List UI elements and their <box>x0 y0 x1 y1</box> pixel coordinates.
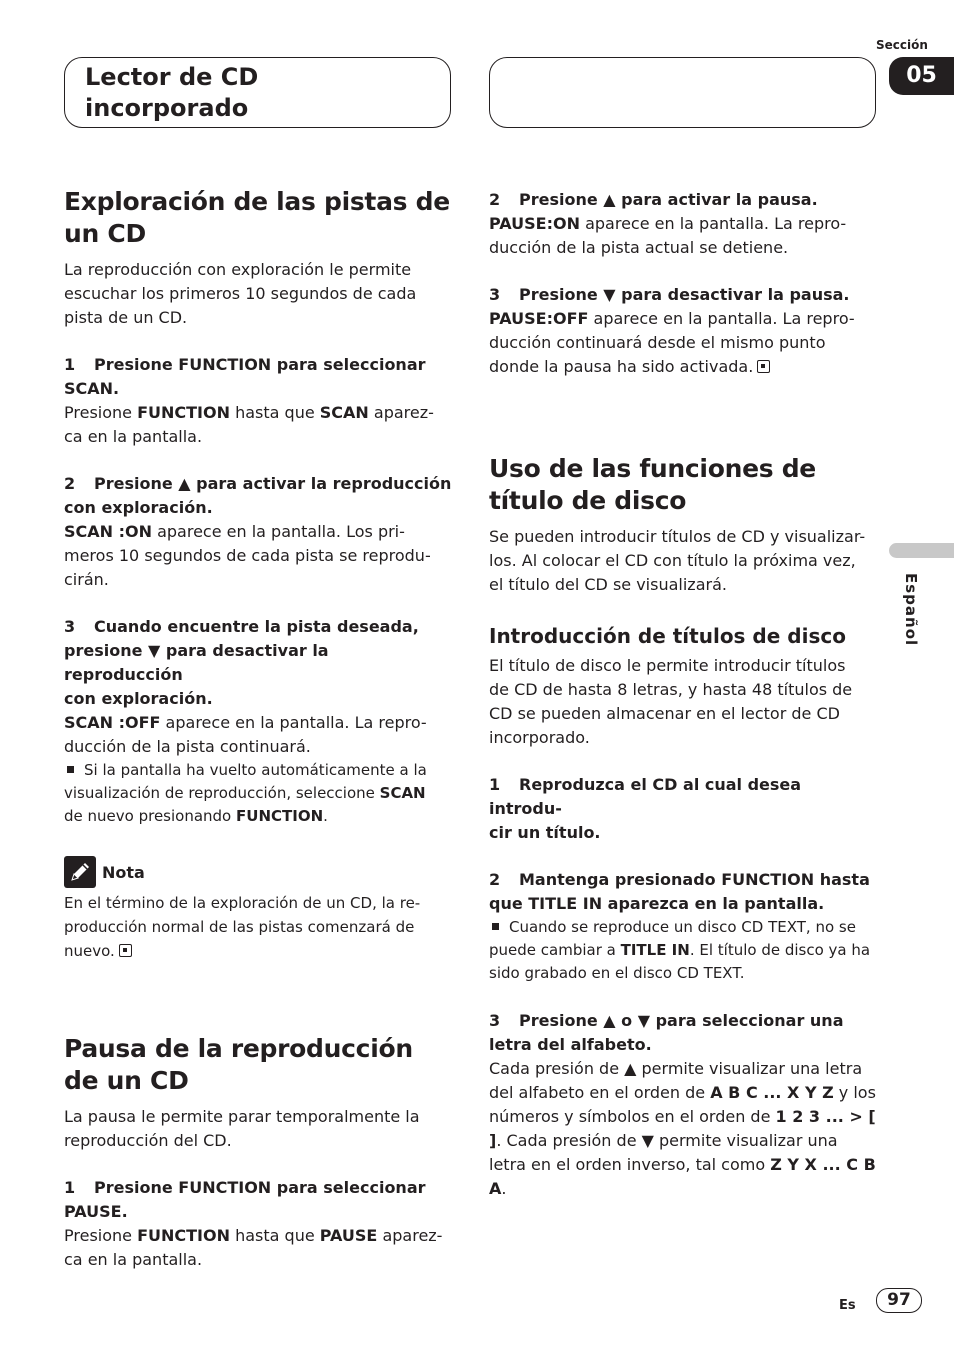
title-bullet <box>489 916 877 985</box>
body-keyword: A B C ... X Y Z <box>710 1083 834 1102</box>
body-text: Cada presión de ▲ permite visualizar una letra <box>489 1059 863 1078</box>
step-number: 2 <box>489 870 501 889</box>
pause-intro-line: La pausa le permite parar temporalmente la <box>64 1107 420 1126</box>
end-mark-icon <box>119 944 132 957</box>
intro-line: los. Al colocar el CD con título la próxima vez, <box>489 551 856 570</box>
pause-intro <box>64 1105 452 1153</box>
step-number: 3 <box>64 617 76 636</box>
body-text: ca en la pantalla. <box>64 1250 203 1269</box>
title-step-3 <box>489 1009 877 1057</box>
pause-step-2-body <box>489 212 877 260</box>
bullet-text: visualización de reproducción, seleccione <box>64 784 380 802</box>
bullet-text: Cuando se reproduce un disco CD TEXT, no se <box>509 918 856 936</box>
section-label: Sección <box>876 38 928 52</box>
language-tab-label: Español <box>902 573 920 647</box>
body-keyword: FUNCTION <box>137 403 230 422</box>
pause-section-title <box>64 1033 452 1097</box>
section-header-title <box>85 62 258 124</box>
pause-step-3 <box>489 283 877 307</box>
language-tab-bar <box>889 543 954 558</box>
scan-step-2 <box>64 472 452 520</box>
intro-line: incorporado. <box>489 728 590 747</box>
scan-intro-line: pista de un CD. <box>64 308 188 327</box>
step-text: Reproduzca el CD al cual desea introdu- <box>489 775 802 818</box>
body-text: letra en el orden inverso, tal como <box>489 1155 771 1174</box>
header-title-line2: incorporado <box>85 94 249 122</box>
body-text: aparece en la pantalla. La repro- <box>588 309 855 328</box>
scan-section-title <box>64 186 452 250</box>
step-number: 1 <box>489 775 501 794</box>
title-functions-intro <box>489 525 877 597</box>
body-text: Presione <box>64 1226 138 1245</box>
bullet-text: . El título de disco ya ha <box>689 941 871 959</box>
scan-step-1 <box>64 353 452 401</box>
section-number-badge: 05 <box>889 57 954 95</box>
body-keyword: Z Y X ... C B <box>770 1155 876 1174</box>
step-text: Presione ▲ o ▼ para seleccionar una <box>519 1011 844 1030</box>
pause-step-3-body <box>489 307 877 379</box>
scan-title-line2: un CD <box>64 219 146 248</box>
step-number: 2 <box>64 474 76 493</box>
body-text: ducción de la pista continuará. <box>64 737 311 756</box>
disc-title-input-subtitle: Introducción de títulos de disco <box>489 624 846 648</box>
left-column <box>64 186 452 1272</box>
body-text: ducción continuará desde el mismo punto <box>489 333 826 352</box>
step-text: PAUSE. <box>64 1202 128 1221</box>
body-text: números y símbolos en el orden de <box>489 1107 776 1126</box>
body-text: aparez- <box>377 1226 443 1245</box>
body-keyword: SCAN <box>319 403 369 422</box>
title-step-1 <box>489 773 877 845</box>
step-text: con exploración. <box>64 498 213 517</box>
body-keyword: PAUSE <box>319 1226 378 1245</box>
pause-step-2 <box>489 188 877 212</box>
note-header <box>64 856 452 888</box>
step-number: 1 <box>64 1178 76 1197</box>
end-mark-icon <box>757 360 770 373</box>
page-number: 97 <box>876 1288 922 1313</box>
body-text: aparece en la pantalla. La repro- <box>579 214 847 233</box>
step-text: letra del alfabeto. <box>489 1035 652 1054</box>
step-text: Cuando encuentre la pista deseada, <box>94 617 419 636</box>
scan-title-line1: Exploración de las pistas de <box>64 187 450 216</box>
body-text: donde la pausa ha sido activada. <box>489 357 754 376</box>
scan-intro-line: La reproducción con exploración le permite <box>64 260 412 279</box>
body-text: meros 10 segundos de cada pista se reprodu- <box>64 546 431 565</box>
step-number: 2 <box>489 190 501 209</box>
title-functions-title-line2: título de disco <box>489 486 687 515</box>
bullet-keyword: SCAN <box>379 784 426 802</box>
body-text: aparece en la pantalla. La repro- <box>160 713 427 732</box>
bullet-text: . <box>323 807 328 825</box>
scan-step-3 <box>64 615 452 711</box>
body-keyword: 1 2 3 ... > [ <box>775 1107 876 1126</box>
pause-step-1-body <box>64 1224 452 1272</box>
body-text: cirán. <box>64 570 109 589</box>
bullet-text: de nuevo presionando <box>64 807 237 825</box>
body-text: . Cada presión de ▼ permite visualizar una <box>496 1131 838 1150</box>
section-header-box <box>64 57 451 128</box>
step-text: con exploración. <box>64 689 213 708</box>
body-keyword: ] <box>489 1131 497 1150</box>
step-text: Presione ▲ para activar la reproducción <box>94 474 452 493</box>
note-label: Nota <box>102 862 145 882</box>
body-text: y los <box>833 1083 876 1102</box>
intro-line: CD se pueden almacenar en el lector de CD <box>489 704 840 723</box>
step-text: Presione FUNCTION para seleccionar <box>94 355 426 374</box>
step-text: presione ▼ para desactivar la reproducción <box>64 641 329 684</box>
body-keyword: FUNCTION <box>137 1226 230 1245</box>
body-text: hasta que <box>230 403 320 422</box>
body-keyword: SCAN :OFF <box>64 713 161 732</box>
scan-step-2-body <box>64 520 452 592</box>
scan-intro-line: escuchar los primeros 10 segundos de cada <box>64 284 417 303</box>
note-pencil-icon <box>64 856 96 888</box>
intro-line: el título del CD se visualizará. <box>489 575 727 594</box>
body-text: aparez- <box>368 403 434 422</box>
intro-line: El título de disco le permite introducir títulos <box>489 656 846 675</box>
step-text: Presione ▲ para activar la pausa. <box>519 190 818 209</box>
step-text: Mantenga presionado FUNCTION hasta <box>519 870 870 889</box>
title-step-3-body <box>489 1057 877 1201</box>
pause-title-line1: Pausa de la reproducción <box>64 1034 413 1063</box>
body-text: Presione <box>64 403 138 422</box>
pause-step-1 <box>64 1176 452 1224</box>
bullet-text: Si la pantalla ha vuelto automáticamente a la <box>84 761 427 779</box>
step-text: cir un título. <box>489 823 601 842</box>
body-text: aparece en la pantalla. Los pri- <box>152 522 405 541</box>
header-title-line1: Lector de CD <box>85 63 259 91</box>
step-text: que TITLE IN aparezca en la pantalla. <box>489 894 825 913</box>
step-number: 1 <box>64 355 76 374</box>
pause-intro-line: reproducción del CD. <box>64 1131 232 1150</box>
body-text: . <box>501 1179 507 1198</box>
scan-bullet <box>64 759 452 828</box>
bullet-text: puede cambiar a <box>489 941 621 959</box>
body-text: del alfabeto en el orden de <box>489 1083 711 1102</box>
body-text: hasta que <box>230 1226 320 1245</box>
body-keyword: PAUSE:ON <box>489 214 580 233</box>
step-text: Presione ▼ para desactivar la pausa. <box>519 285 850 304</box>
bullet-text: sido grabado en el disco CD TEXT. <box>489 964 745 982</box>
note-text: producción normal de las pistas comenzará de <box>64 918 415 936</box>
intro-line: Se pueden introducir títulos de CD y visualizar- <box>489 527 866 546</box>
scan-intro <box>64 258 452 330</box>
disc-title-input-intro <box>489 654 877 750</box>
title-functions-section-title <box>489 453 877 517</box>
intro-line: de CD de hasta 8 letras, y hasta 48 títulos de <box>489 680 853 699</box>
right-column <box>489 188 877 1201</box>
note-text: nuevo. <box>64 942 115 960</box>
step-text: SCAN. <box>64 379 120 398</box>
note-text: En el término de la exploración de un CD, la re- <box>64 894 421 912</box>
body-text: ducción de la pista actual se detiene. <box>489 238 789 257</box>
title-step-2 <box>489 868 877 916</box>
bullet-square-icon <box>492 923 499 930</box>
step-number: 3 <box>489 285 501 304</box>
bullet-keyword: FUNCTION <box>236 807 324 825</box>
scan-step-3-body <box>64 711 452 759</box>
body-keyword: PAUSE:OFF <box>489 309 589 328</box>
footer-language-code: Es <box>839 1298 856 1313</box>
body-keyword: SCAN :ON <box>64 522 152 541</box>
pause-title-line2: de un CD <box>64 1066 189 1095</box>
title-functions-title-line1: Uso de las funciones de <box>489 454 816 483</box>
body-text: ca en la pantalla. <box>64 427 203 446</box>
step-text: Presione FUNCTION para seleccionar <box>94 1178 426 1197</box>
scan-step-1-body <box>64 401 452 449</box>
step-number: 3 <box>489 1011 501 1030</box>
body-keyword: A <box>489 1179 502 1198</box>
note-body <box>64 891 452 963</box>
bullet-keyword: TITLE IN <box>620 941 690 959</box>
bullet-square-icon <box>67 766 74 773</box>
empty-header-box <box>489 57 876 128</box>
